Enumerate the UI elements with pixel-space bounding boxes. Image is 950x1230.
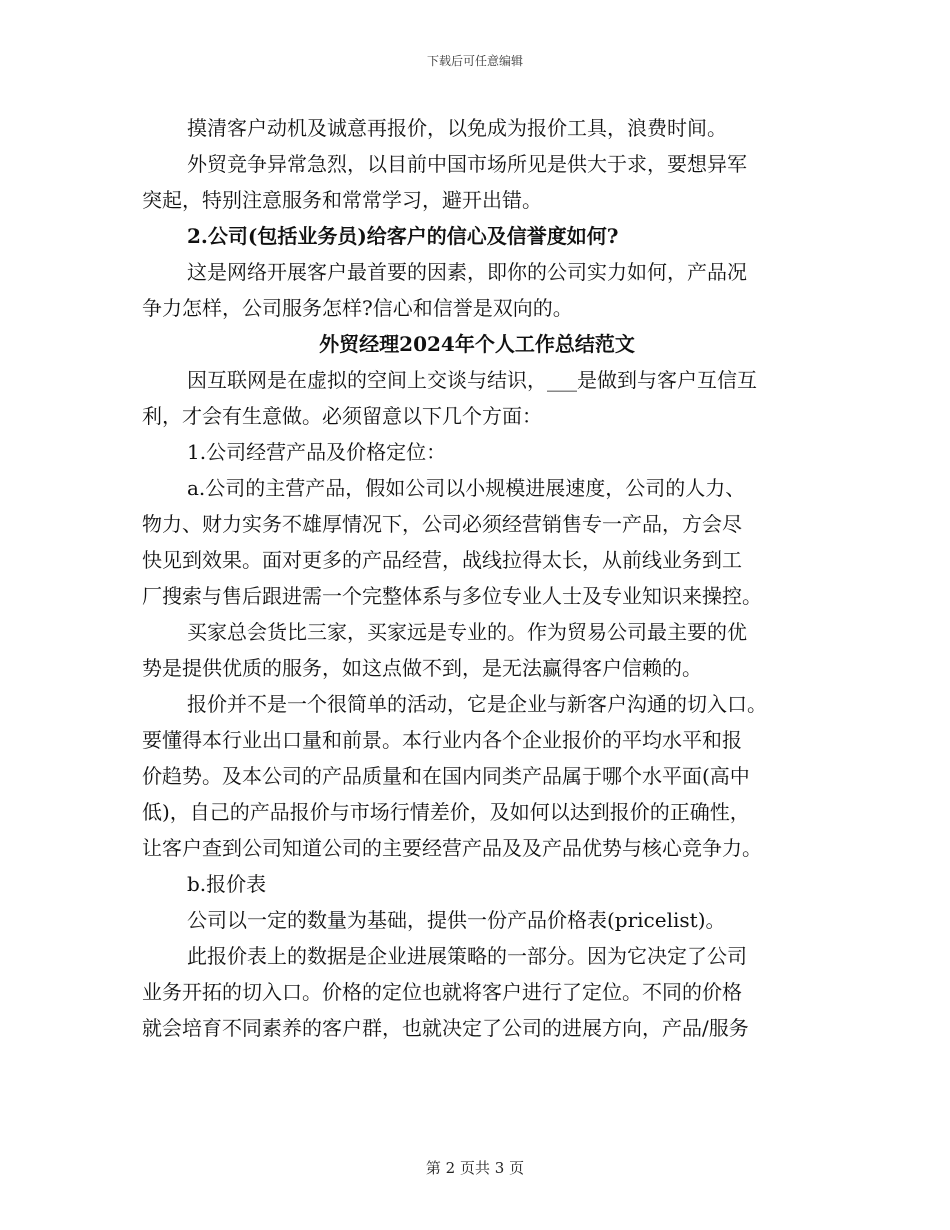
text-line: 利，才会有生意做。必须留意以下几个方面： [142, 404, 542, 428]
text-line: b.报价表 [187, 872, 267, 896]
text-line: 厂搜索与售后跟进需一个完整体系与多位专业人士及专业知识来操控。 [142, 584, 762, 608]
text-line: 争力怎样，公司服务怎样?信心和信誉是双向的。 [142, 296, 573, 320]
text-line: 价趋势。及本公司的产品质量和在国内同类产品属于哪个水平面(高中 [142, 764, 750, 788]
page-footer: 第 2 页共 3 页 [425, 1159, 525, 1177]
text-line: 突起，特别注意服务和常常学习，避开出错。 [142, 188, 542, 212]
text-line: 业务开拓的切入口。价格的定位也就将客户进行了定位。不同的价格 [142, 980, 742, 1004]
page-header: 下载后可任意编辑 [426, 54, 523, 68]
text-line: a.公司的主营产品，假如公司以小规模进展速度，公司的人力、 [187, 476, 746, 500]
section-heading: 2.公司(包括业务员)给客户的信心及信誉度如何? [187, 224, 619, 248]
text-line: 物力、财力实务不雄厚情况下，公司必须经营销售专一产品，方会尽 [142, 512, 742, 536]
text-line: 就会培育不同素养的客户群，也就决定了公司的进展方向，产品/服务 [142, 1016, 749, 1040]
document-body [142, 110, 812, 1046]
text-line: 买家总会货比三家，买家远是专业的。作为贸易公司最主要的优 [187, 620, 747, 644]
text-line: 外贸竞争异常急烈，以目前中国市场所见是供大于求，要想异军 [187, 152, 747, 176]
text-line: 快见到效果。面对更多的产品经营，战线拉得太长，从前线业务到工 [142, 548, 742, 572]
text-line: 1.公司经营产品及价格定位： [187, 440, 447, 464]
text-line: 让客户查到公司知道公司的主要经营产品及及产品优势与核心竞争力。 [142, 836, 762, 860]
text-line: 要懂得本行业出口量和前景。本行业内各个企业报价的平均水平和报 [142, 728, 742, 752]
text-line: 公司以一定的数量为基础，提供一份产品价格表(pricelist)。 [187, 908, 726, 932]
text-line: 这是网络开展客户最首要的因素，即你的公司实力如何，产品况 [187, 260, 747, 284]
text-line: 低)，自己的产品报价与市场行情差价，及如何以达到报价的正确性， [142, 800, 750, 824]
text-line: 报价并不是一个很简单的活动，它是企业与新客户沟通的切入口。 [187, 692, 767, 716]
text-line: 因互联网是在虚拟的空间上交谈与结识，___是做到与客户互信互 [187, 368, 757, 392]
text-line: 势是提供优质的服务，如这点做不到，是无法赢得客户信赖的。 [142, 656, 702, 680]
section-heading: 外贸经理2024年个人工作总结范文 [319, 332, 635, 356]
text-line: 此报价表上的数据是企业进展策略的一部分。因为它决定了公司 [187, 944, 747, 968]
text-line: 摸清客户动机及诚意再报价，以免成为报价工具，浪费时间。 [187, 116, 727, 140]
